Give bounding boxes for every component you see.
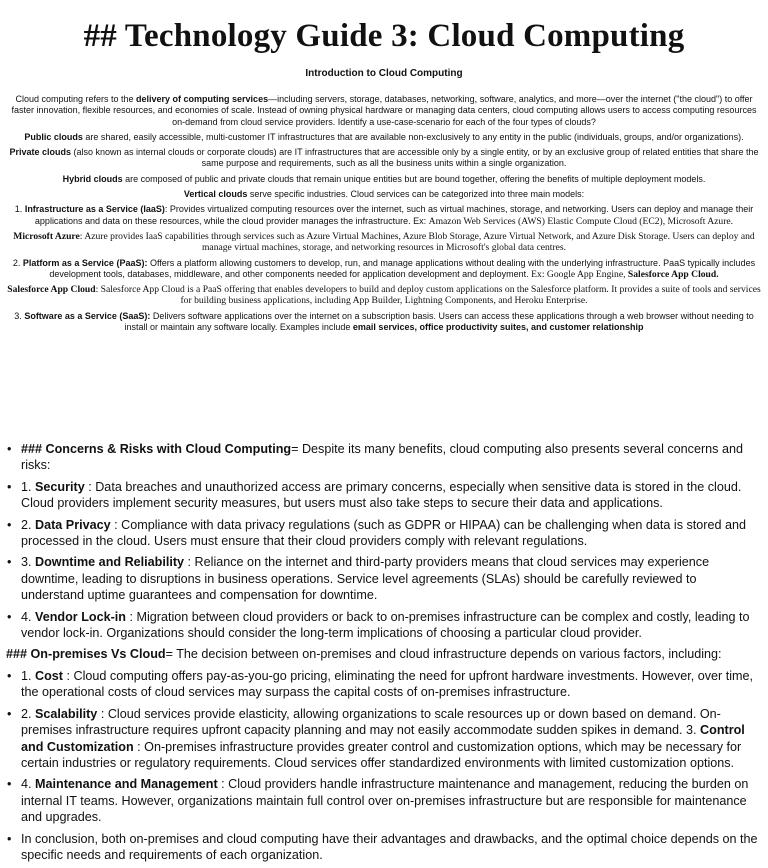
list-item: • 3. Downtime and Reliability : Reliance on the internet and third-party providers means that cloud services may experience downtime, leading to disruptions in business operations. Service level agreements (SLAs) should be carefully reviewed to understand uptime guarantees and compensation for downtime.: [6, 554, 762, 603]
list-item: • 2. Data Privacy : Compliance with data privacy regulations (such as GDPR or HIPAA) can be challenging when data is stored and processed in the cloud. Users must ensure that their cloud providers comply with relevant regulations.: [6, 517, 762, 550]
list-item: • 4. Maintenance and Management : Cloud providers handle infrastructure maintenance and management, reducing the burden on internal IT teams. However, organizations maintain full control over on-premises infrastructure but are responsible for maintenance and upgrades.: [6, 776, 762, 825]
private-clouds-paragraph: Private clouds (also known as internal clouds or corporate clouds) are IT infrastructures that are accessible only by a single entity, or by an exclusive group of related entities that share the same purpose and requirements, such as all the business units within a single organization.: [9, 147, 759, 169]
list-item: • 2. Scalability : Cloud services provide elasticity, allowing organizations to scale resources up or down based on demand. On-premises infrastructure requires upfront capacity planning and may not easily accommodate sudden spikes in demand. 3. Control and Customization : On-premises infrastructure provides greater control and customization options, which may be necessary for certain industries or regulatory requirements. Cloud services offer standardized environments with limited customization options.: [6, 706, 762, 772]
onprem-header: ### On-premises Vs Cloud= The decision between on-premises and cloud infrastructure depends on various factors, including:: [6, 647, 722, 662]
list-item: • 1. Cost : Cloud computing offers pay-as-you-go pricing, eliminating the need for upfront hardware investments. However, over time, the operational costs of cloud services may surpass the capital costs of on-premises infrastructure.: [6, 668, 762, 701]
list-item: • 4. Vendor Lock-in : Migration between cloud providers or back to on-premises infrastructure can be complex and costly, leading to vendor lock-in. Organizations should consider the long-term implications of choosing a particular cloud provider.: [6, 609, 762, 642]
intro-section: [0, 94, 768, 333]
lower-section: [0, 441, 768, 868]
intro-paragraph: Cloud computing refers to the delivery of computing services—including servers, storage, databases, networking, software, analytics, and more—over the internet ("the cloud") to offer faster innovation, flexible resources, and economies of scale. Instead of owning physical hardware or managing data centers, cloud computing allows users to access computing resources on-demand from cloud service providers. Identify a use-case-scenario for each of the four types of clouds?: [11, 94, 757, 127]
public-clouds-paragraph: Public clouds are shared, easily accessible, multi-customer IT infrastructures that are available non-exclusively to any entity in the public (individuals, groups, and/or organizations).: [24, 131, 744, 142]
page-title: ## Technology Guide 3: Cloud Computing: [83, 18, 685, 54]
concerns-header: • ### Concerns & Risks with Cloud Computing= Despite its many benefits, cloud computing also presents several concerns and risks:: [6, 441, 762, 474]
conclusion: • In conclusion, both on-premises and cloud computing have their advantages and drawbacks, and the optimal choice depends on the specific needs and requirements of each organization.: [6, 831, 762, 864]
section-subtitle: Introduction to Cloud Computing: [305, 68, 463, 79]
vertical-clouds-paragraph: Vertical clouds serve specific industries. Cloud services can be categorized into three main models:: [183, 189, 585, 200]
hybrid-clouds-paragraph: Hybrid clouds are composed of public and private clouds that remain unique entities but are bound together, offering the benefits of multiple deployment models.: [62, 173, 706, 184]
azure-paragraph: Microsoft Azure: Azure provides IaaS capabilities through services such as Azure Virtual Machines, Azure Blob Storage, Azure Virtual Network, and Azure Disk Storage. Users can deploy and manage virtual machines, storage, and networking resources in Microsoft's global data centres.: [13, 230, 755, 254]
iaas-paragraph: 1. Infrastructure as a Service (IaaS): Provides virtualized computing resources over the internet, such as virtual machines, storage, and networking. Users can deploy and manage their applications and data on these resources, while the cloud provider manages the infrastructure. Ex: Amazon Web Services (AWS) Elastic Compute Cloud (EC2), Microsoft Azure.: [14, 204, 754, 227]
paas-paragraph: 2. Platform as a Service (PaaS): Offers a platform allowing customers to develop, run, and manage applications without dealing with the underlying infrastructure. PaaS typically includes development tools, databases, middleware, and other components needed for application development and deployment. Ex: Google App Engine, Salesforce App Cloud.: [12, 257, 756, 280]
list-item: • 1. Security : Data breaches and unauthorized access are primary concerns, especially when sensitive data is stored in the cloud. Cloud providers implement security measures, but users must also take steps to secure their data and applications.: [6, 479, 762, 512]
saas-paragraph: 3. Software as a Service (SaaS): Delivers software applications over the internet on a subscription basis. Users can access these applications through a web browser without needing to install or maintain any software locally. Examples include email services, office productivity suites, and customer relationship: [14, 310, 754, 333]
salesforce-paragraph: Salesforce App Cloud: Salesforce App Cloud is a PaaS offering that enables developers to build and deploy custom applications on the Salesforce platform. It provides a suite of tools and services for building business applications, including App Builder, Lightning Components, and Heroku Enterprise.: [7, 284, 761, 307]
